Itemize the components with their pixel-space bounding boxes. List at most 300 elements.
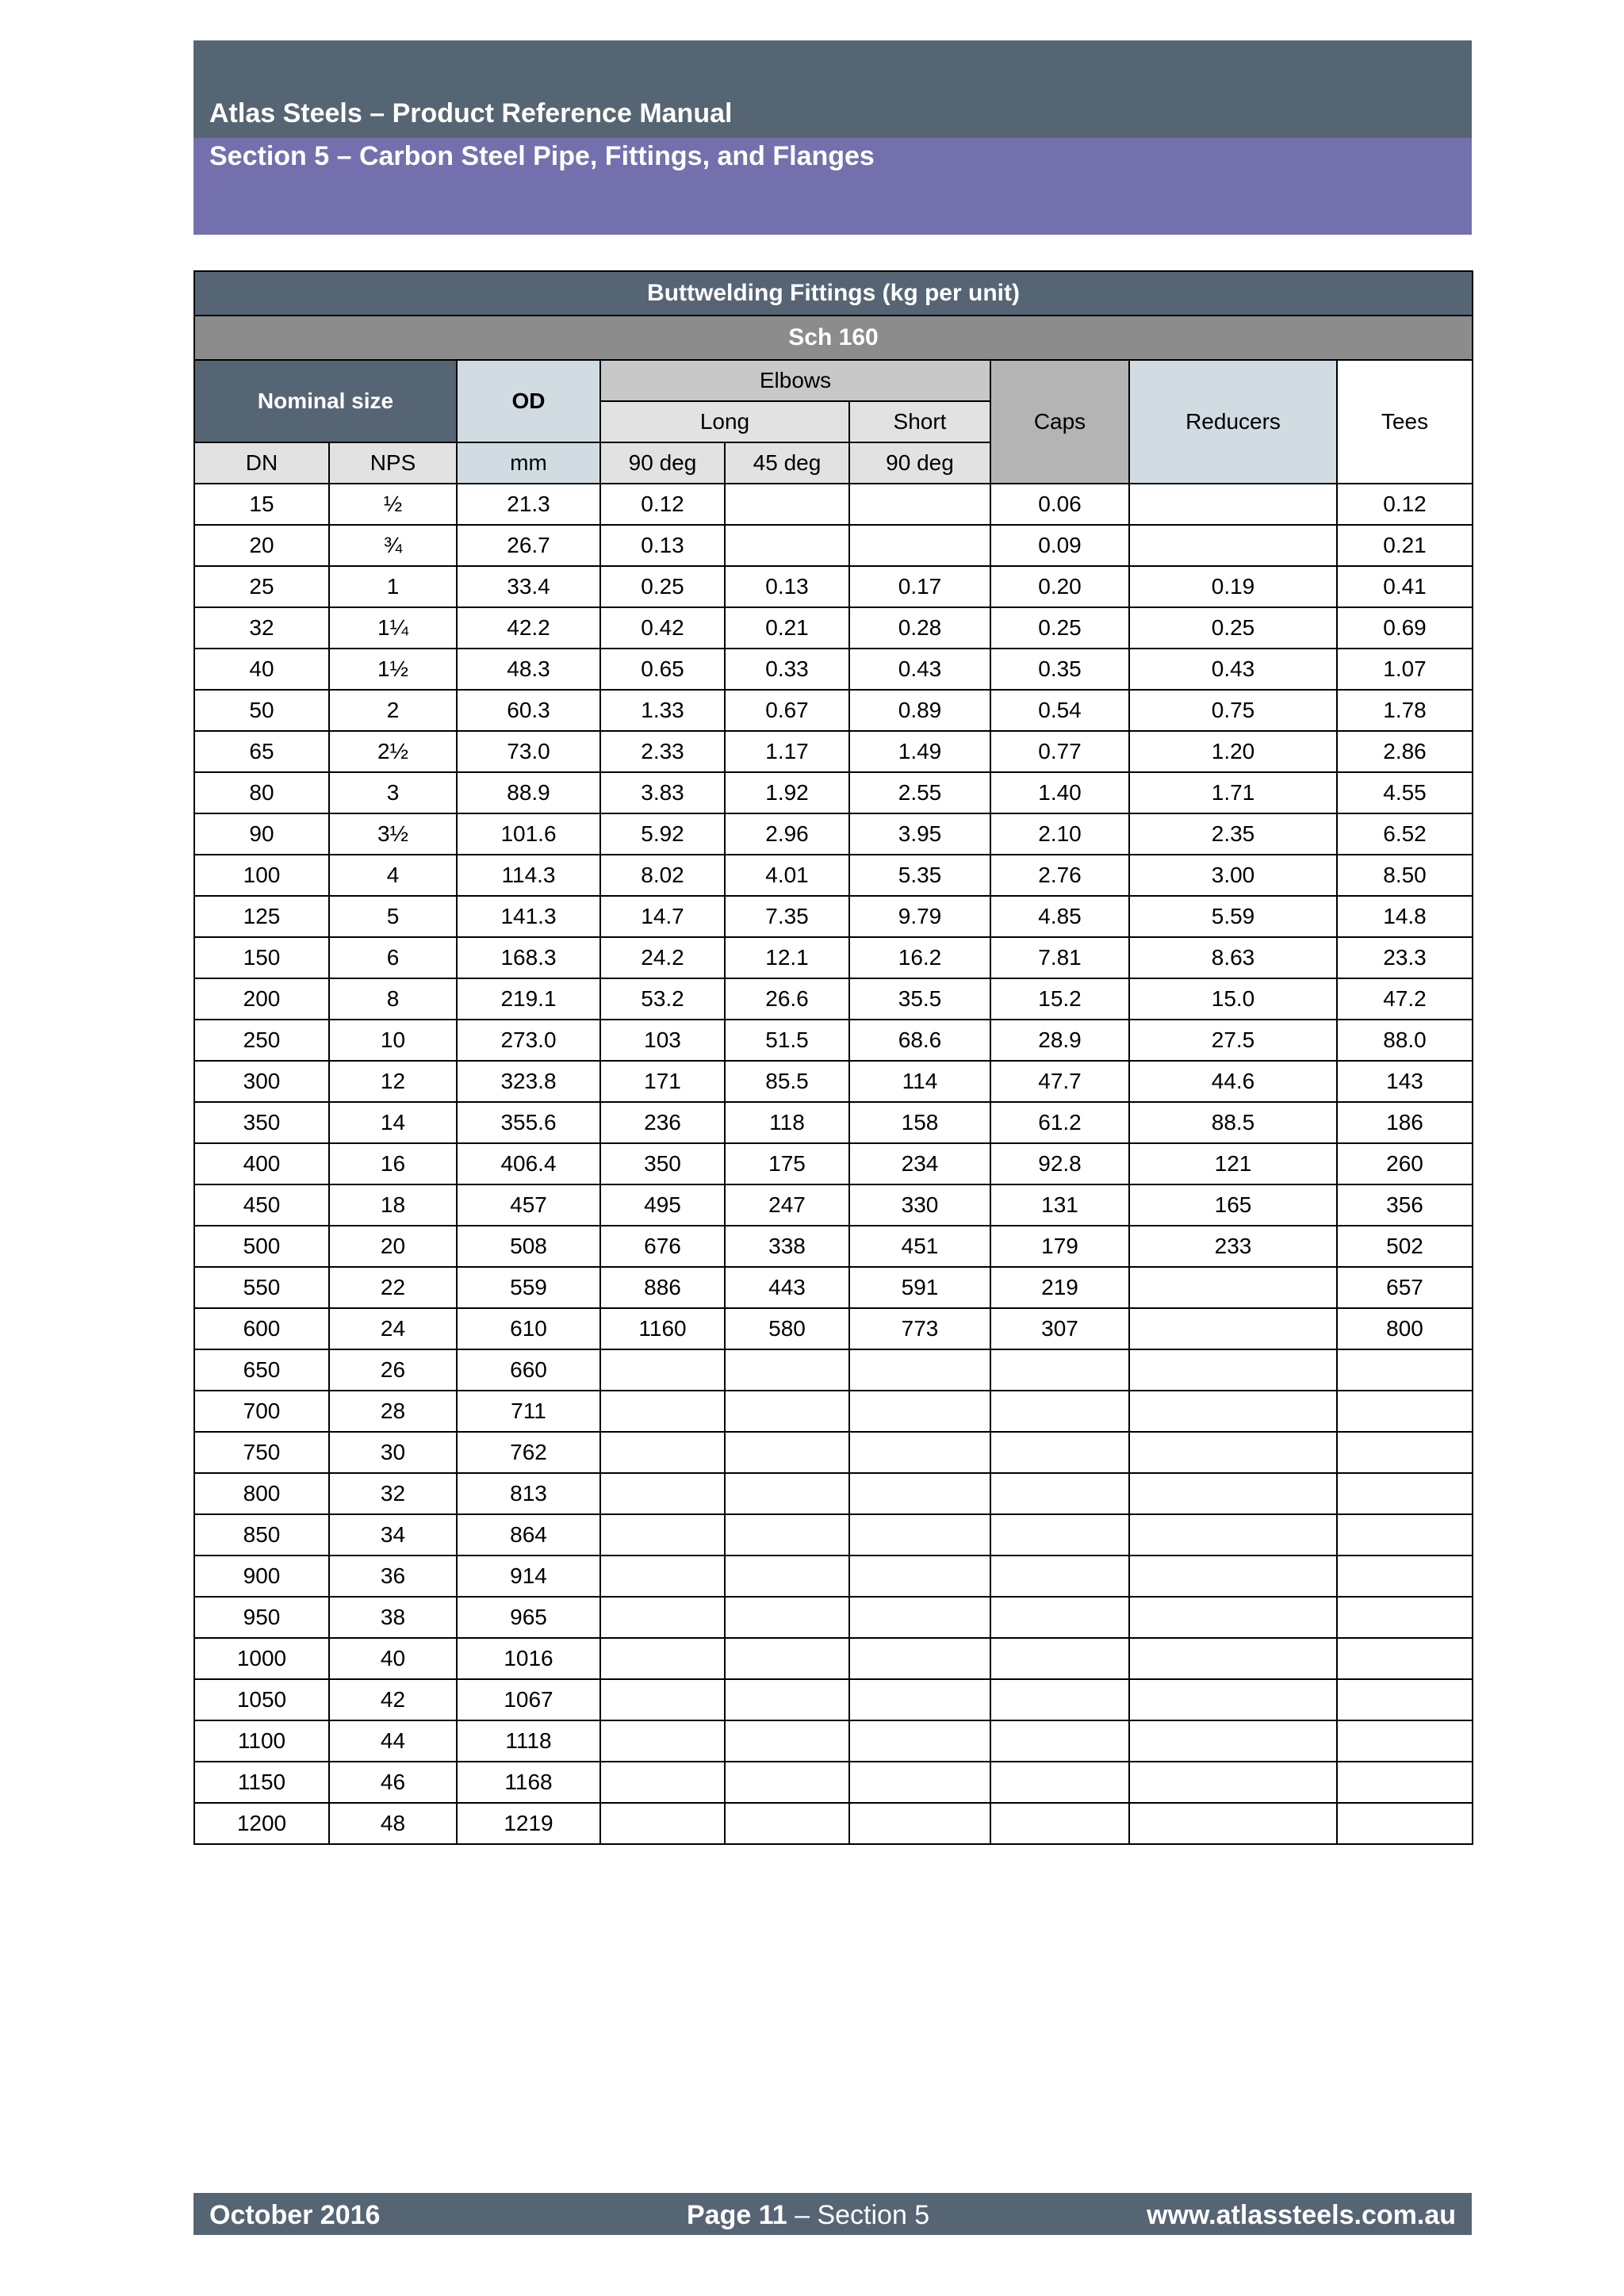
cell-reducers bbox=[1129, 1556, 1337, 1597]
footer-date: October 2016 bbox=[209, 2200, 381, 2230]
cell-caps: 0.20 bbox=[990, 566, 1129, 607]
cell-dn: 250 bbox=[194, 1020, 329, 1061]
cell-od: 168.3 bbox=[457, 937, 600, 978]
cell-long-90-deg bbox=[600, 1514, 725, 1556]
cell-long-90-deg bbox=[600, 1803, 725, 1844]
cell-reducers bbox=[1129, 1597, 1337, 1638]
cell-long-45-deg bbox=[725, 1803, 849, 1844]
cell-short-90-deg bbox=[849, 1391, 990, 1432]
cell-caps bbox=[990, 1762, 1129, 1803]
cell-dn: 600 bbox=[194, 1308, 329, 1349]
cell-long-45-deg bbox=[725, 1391, 849, 1432]
page-header bbox=[193, 40, 1472, 235]
cell-caps: 47.7 bbox=[990, 1061, 1129, 1102]
cell-long-45-deg: 2.96 bbox=[725, 813, 849, 855]
cell-reducers bbox=[1129, 1349, 1337, 1391]
cell-caps bbox=[990, 1597, 1129, 1638]
cell-nps: 5 bbox=[329, 896, 457, 937]
cell-od: 1168 bbox=[457, 1762, 600, 1803]
cell-long-45-deg bbox=[725, 1432, 849, 1473]
cell-short-90-deg bbox=[849, 1473, 990, 1514]
table-row bbox=[194, 1308, 1473, 1349]
cell-reducers: 27.5 bbox=[1129, 1020, 1337, 1061]
cell-tees: 0.69 bbox=[1337, 607, 1473, 649]
cell-caps bbox=[990, 1514, 1129, 1556]
cell-nps: 2 bbox=[329, 690, 457, 731]
cell-reducers bbox=[1129, 1803, 1337, 1844]
cell-od: 273.0 bbox=[457, 1020, 600, 1061]
cell-reducers bbox=[1129, 1473, 1337, 1514]
cell-caps: 1.40 bbox=[990, 772, 1129, 813]
header-nps: NPS bbox=[329, 442, 457, 484]
table-row bbox=[194, 1143, 1473, 1184]
cell-reducers bbox=[1129, 1762, 1337, 1803]
cell-long-90-deg: 2.33 bbox=[600, 731, 725, 772]
manual-title: Atlas Steels – Product Reference Manual bbox=[209, 98, 733, 128]
cell-caps: 92.8 bbox=[990, 1143, 1129, 1184]
cell-dn: 300 bbox=[194, 1061, 329, 1102]
cell-dn: 650 bbox=[194, 1349, 329, 1391]
cell-tees: 2.86 bbox=[1337, 731, 1473, 772]
cell-tees: 1.07 bbox=[1337, 649, 1473, 690]
cell-dn: 750 bbox=[194, 1432, 329, 1473]
cell-long-45-deg: 85.5 bbox=[725, 1061, 849, 1102]
cell-dn: 550 bbox=[194, 1267, 329, 1308]
cell-dn: 850 bbox=[194, 1514, 329, 1556]
cell-long-90-deg: 8.02 bbox=[600, 855, 725, 896]
cell-tees: 47.2 bbox=[1337, 978, 1473, 1020]
cell-reducers: 44.6 bbox=[1129, 1061, 1337, 1102]
cell-od: 1118 bbox=[457, 1720, 600, 1762]
table-row bbox=[194, 896, 1473, 937]
cell-long-45-deg bbox=[725, 1597, 849, 1638]
cell-od: 914 bbox=[457, 1556, 600, 1597]
cell-caps bbox=[990, 1638, 1129, 1679]
cell-reducers: 5.59 bbox=[1129, 896, 1337, 937]
cell-long-90-deg: 676 bbox=[600, 1226, 725, 1267]
table-row bbox=[194, 566, 1473, 607]
table-row bbox=[194, 607, 1473, 649]
cell-tees: 8.50 bbox=[1337, 855, 1473, 896]
table-row bbox=[194, 649, 1473, 690]
cell-caps bbox=[990, 1349, 1129, 1391]
cell-reducers: 88.5 bbox=[1129, 1102, 1337, 1143]
cell-caps bbox=[990, 1432, 1129, 1473]
cell-od: 1067 bbox=[457, 1679, 600, 1720]
cell-od: 762 bbox=[457, 1432, 600, 1473]
table-row bbox=[194, 1267, 1473, 1308]
cell-dn: 80 bbox=[194, 772, 329, 813]
cell-long-45-deg bbox=[725, 484, 849, 525]
cell-short-90-deg: 114 bbox=[849, 1061, 990, 1102]
cell-dn: 40 bbox=[194, 649, 329, 690]
cell-nps: 22 bbox=[329, 1267, 457, 1308]
header-caps: Caps bbox=[990, 360, 1129, 484]
cell-short-90-deg: 5.35 bbox=[849, 855, 990, 896]
cell-dn: 65 bbox=[194, 731, 329, 772]
cell-caps: 2.10 bbox=[990, 813, 1129, 855]
cell-tees bbox=[1337, 1473, 1473, 1514]
cell-long-90-deg: 495 bbox=[600, 1184, 725, 1226]
cell-caps: 0.35 bbox=[990, 649, 1129, 690]
cell-caps: 131 bbox=[990, 1184, 1129, 1226]
cell-short-90-deg bbox=[849, 1679, 990, 1720]
cell-od: 610 bbox=[457, 1308, 600, 1349]
cell-short-90-deg bbox=[849, 1762, 990, 1803]
cell-long-45-deg: 26.6 bbox=[725, 978, 849, 1020]
cell-tees: 0.21 bbox=[1337, 525, 1473, 566]
cell-reducers: 8.63 bbox=[1129, 937, 1337, 978]
table-row bbox=[194, 1720, 1473, 1762]
cell-od: 406.4 bbox=[457, 1143, 600, 1184]
cell-od: 42.2 bbox=[457, 607, 600, 649]
cell-nps: 16 bbox=[329, 1143, 457, 1184]
cell-long-90-deg: 171 bbox=[600, 1061, 725, 1102]
cell-nps: 32 bbox=[329, 1473, 457, 1514]
cell-long-90-deg bbox=[600, 1638, 725, 1679]
cell-dn: 700 bbox=[194, 1391, 329, 1432]
cell-dn: 32 bbox=[194, 607, 329, 649]
cell-dn: 20 bbox=[194, 525, 329, 566]
cell-dn: 90 bbox=[194, 813, 329, 855]
cell-long-45-deg: 443 bbox=[725, 1267, 849, 1308]
cell-od: 33.4 bbox=[457, 566, 600, 607]
cell-tees bbox=[1337, 1679, 1473, 1720]
table-row bbox=[194, 1556, 1473, 1597]
cell-reducers bbox=[1129, 1720, 1337, 1762]
cell-caps: 15.2 bbox=[990, 978, 1129, 1020]
table-row bbox=[194, 1762, 1473, 1803]
cell-dn: 1050 bbox=[194, 1679, 329, 1720]
cell-tees: 4.55 bbox=[1337, 772, 1473, 813]
table-row bbox=[194, 1349, 1473, 1391]
header-long-45-deg: 45 deg bbox=[725, 442, 849, 484]
header-mm: mm bbox=[457, 442, 600, 484]
cell-tees: 800 bbox=[1337, 1308, 1473, 1349]
table-row bbox=[194, 1102, 1473, 1143]
cell-reducers: 3.00 bbox=[1129, 855, 1337, 896]
cell-long-45-deg bbox=[725, 1473, 849, 1514]
cell-short-90-deg: 1.49 bbox=[849, 731, 990, 772]
cell-long-45-deg: 1.17 bbox=[725, 731, 849, 772]
cell-long-90-deg bbox=[600, 1597, 725, 1638]
header-long-90-deg: 90 deg bbox=[600, 442, 725, 484]
cell-reducers bbox=[1129, 1267, 1337, 1308]
cell-long-45-deg: 0.13 bbox=[725, 566, 849, 607]
cell-long-45-deg: 175 bbox=[725, 1143, 849, 1184]
cell-short-90-deg bbox=[849, 1803, 990, 1844]
cell-dn: 50 bbox=[194, 690, 329, 731]
cell-reducers: 0.75 bbox=[1129, 690, 1337, 731]
cell-caps: 219 bbox=[990, 1267, 1129, 1308]
cell-reducers: 121 bbox=[1129, 1143, 1337, 1184]
cell-long-90-deg: 886 bbox=[600, 1267, 725, 1308]
cell-dn: 1200 bbox=[194, 1803, 329, 1844]
cell-caps bbox=[990, 1473, 1129, 1514]
cell-caps: 0.54 bbox=[990, 690, 1129, 731]
cell-reducers: 0.43 bbox=[1129, 649, 1337, 690]
cell-od: 711 bbox=[457, 1391, 600, 1432]
cell-dn: 450 bbox=[194, 1184, 329, 1226]
cell-reducers: 0.25 bbox=[1129, 607, 1337, 649]
cell-tees: 502 bbox=[1337, 1226, 1473, 1267]
cell-nps: 1 bbox=[329, 566, 457, 607]
cell-long-90-deg: 236 bbox=[600, 1102, 725, 1143]
table-row bbox=[194, 1679, 1473, 1720]
cell-short-90-deg: 330 bbox=[849, 1184, 990, 1226]
cell-od: 21.3 bbox=[457, 484, 600, 525]
page-footer bbox=[193, 2193, 1472, 2235]
cell-long-45-deg: 4.01 bbox=[725, 855, 849, 896]
cell-nps: 4 bbox=[329, 855, 457, 896]
cell-tees: 260 bbox=[1337, 1143, 1473, 1184]
header-short: Short bbox=[849, 401, 990, 442]
cell-short-90-deg: 451 bbox=[849, 1226, 990, 1267]
cell-short-90-deg: 35.5 bbox=[849, 978, 990, 1020]
cell-long-45-deg: 118 bbox=[725, 1102, 849, 1143]
cell-od: 355.6 bbox=[457, 1102, 600, 1143]
table-row bbox=[194, 690, 1473, 731]
cell-long-45-deg: 1.92 bbox=[725, 772, 849, 813]
cell-tees bbox=[1337, 1638, 1473, 1679]
cell-dn: 500 bbox=[194, 1226, 329, 1267]
cell-reducers: 1.20 bbox=[1129, 731, 1337, 772]
cell-long-45-deg: 0.67 bbox=[725, 690, 849, 731]
cell-short-90-deg: 591 bbox=[849, 1267, 990, 1308]
cell-nps: 28 bbox=[329, 1391, 457, 1432]
cell-long-90-deg: 1160 bbox=[600, 1308, 725, 1349]
cell-nps: 18 bbox=[329, 1184, 457, 1226]
cell-long-90-deg: 103 bbox=[600, 1020, 725, 1061]
cell-caps: 28.9 bbox=[990, 1020, 1129, 1061]
cell-od: 60.3 bbox=[457, 690, 600, 731]
cell-long-45-deg: 0.21 bbox=[725, 607, 849, 649]
cell-od: 457 bbox=[457, 1184, 600, 1226]
cell-nps: 44 bbox=[329, 1720, 457, 1762]
cell-caps bbox=[990, 1803, 1129, 1844]
cell-dn: 15 bbox=[194, 484, 329, 525]
cell-tees: 0.41 bbox=[1337, 566, 1473, 607]
cell-short-90-deg: 2.55 bbox=[849, 772, 990, 813]
cell-short-90-deg bbox=[849, 1349, 990, 1391]
table-row bbox=[194, 525, 1473, 566]
cell-tees: 88.0 bbox=[1337, 1020, 1473, 1061]
cell-tees bbox=[1337, 1720, 1473, 1762]
cell-od: 660 bbox=[457, 1349, 600, 1391]
cell-tees: 1.78 bbox=[1337, 690, 1473, 731]
cell-dn: 1000 bbox=[194, 1638, 329, 1679]
cell-short-90-deg: 0.17 bbox=[849, 566, 990, 607]
cell-short-90-deg: 773 bbox=[849, 1308, 990, 1349]
cell-reducers: 165 bbox=[1129, 1184, 1337, 1226]
cell-short-90-deg bbox=[849, 1514, 990, 1556]
cell-reducers bbox=[1129, 1638, 1337, 1679]
footer-page-number: Page 11 bbox=[687, 2200, 787, 2230]
cell-long-45-deg bbox=[725, 1514, 849, 1556]
cell-dn: 200 bbox=[194, 978, 329, 1020]
table-row bbox=[194, 1391, 1473, 1432]
cell-tees bbox=[1337, 1514, 1473, 1556]
cell-tees bbox=[1337, 1803, 1473, 1844]
cell-long-45-deg: 0.33 bbox=[725, 649, 849, 690]
cell-nps: 8 bbox=[329, 978, 457, 1020]
table-row bbox=[194, 1638, 1473, 1679]
cell-long-90-deg bbox=[600, 1349, 725, 1391]
header-tees: Tees bbox=[1337, 360, 1473, 484]
header-od: OD bbox=[457, 360, 600, 442]
cell-tees bbox=[1337, 1349, 1473, 1391]
cell-caps: 179 bbox=[990, 1226, 1129, 1267]
buttwelding-fittings-table bbox=[193, 270, 1473, 1845]
cell-nps: ¾ bbox=[329, 525, 457, 566]
cell-od: 1219 bbox=[457, 1803, 600, 1844]
cell-caps: 0.25 bbox=[990, 607, 1129, 649]
cell-short-90-deg bbox=[849, 525, 990, 566]
table-row bbox=[194, 855, 1473, 896]
cell-od: 813 bbox=[457, 1473, 600, 1514]
cell-long-45-deg: 247 bbox=[725, 1184, 849, 1226]
cell-long-90-deg bbox=[600, 1473, 725, 1514]
cell-dn: 125 bbox=[194, 896, 329, 937]
cell-long-90-deg: 5.92 bbox=[600, 813, 725, 855]
cell-long-90-deg: 0.65 bbox=[600, 649, 725, 690]
cell-od: 559 bbox=[457, 1267, 600, 1308]
cell-reducers: 0.19 bbox=[1129, 566, 1337, 607]
cell-long-45-deg bbox=[725, 1720, 849, 1762]
cell-short-90-deg: 0.28 bbox=[849, 607, 990, 649]
cell-long-45-deg: 51.5 bbox=[725, 1020, 849, 1061]
cell-long-90-deg: 0.25 bbox=[600, 566, 725, 607]
cell-long-90-deg bbox=[600, 1679, 725, 1720]
cell-long-45-deg bbox=[725, 1762, 849, 1803]
cell-od: 141.3 bbox=[457, 896, 600, 937]
cell-od: 73.0 bbox=[457, 731, 600, 772]
cell-od: 101.6 bbox=[457, 813, 600, 855]
cell-reducers bbox=[1129, 484, 1337, 525]
cell-caps: 0.06 bbox=[990, 484, 1129, 525]
cell-nps: 30 bbox=[329, 1432, 457, 1473]
cell-caps: 7.81 bbox=[990, 937, 1129, 978]
cell-short-90-deg: 68.6 bbox=[849, 1020, 990, 1061]
cell-long-45-deg bbox=[725, 525, 849, 566]
cell-tees bbox=[1337, 1762, 1473, 1803]
cell-nps: 40 bbox=[329, 1638, 457, 1679]
cell-od: 864 bbox=[457, 1514, 600, 1556]
cell-od: 219.1 bbox=[457, 978, 600, 1020]
cell-long-45-deg bbox=[725, 1349, 849, 1391]
cell-caps: 307 bbox=[990, 1308, 1129, 1349]
cell-caps: 2.76 bbox=[990, 855, 1129, 896]
cell-tees bbox=[1337, 1391, 1473, 1432]
cell-long-45-deg: 7.35 bbox=[725, 896, 849, 937]
cell-tees bbox=[1337, 1432, 1473, 1473]
cell-short-90-deg: 16.2 bbox=[849, 937, 990, 978]
cell-nps: 6 bbox=[329, 937, 457, 978]
cell-tees: 356 bbox=[1337, 1184, 1473, 1226]
cell-reducers: 2.35 bbox=[1129, 813, 1337, 855]
cell-nps: 1½ bbox=[329, 649, 457, 690]
cell-caps: 0.77 bbox=[990, 731, 1129, 772]
table-row bbox=[194, 731, 1473, 772]
table-title: Buttwelding Fittings (kg per unit) bbox=[194, 271, 1473, 316]
cell-long-90-deg bbox=[600, 1762, 725, 1803]
cell-reducers: 15.0 bbox=[1129, 978, 1337, 1020]
table-row bbox=[194, 937, 1473, 978]
cell-long-90-deg: 1.33 bbox=[600, 690, 725, 731]
cell-nps: 26 bbox=[329, 1349, 457, 1391]
cell-tees: 23.3 bbox=[1337, 937, 1473, 978]
cell-od: 88.9 bbox=[457, 772, 600, 813]
cell-nps: 10 bbox=[329, 1020, 457, 1061]
cell-long-45-deg: 12.1 bbox=[725, 937, 849, 978]
cell-long-90-deg: 14.7 bbox=[600, 896, 725, 937]
cell-long-45-deg: 338 bbox=[725, 1226, 849, 1267]
cell-long-90-deg: 0.13 bbox=[600, 525, 725, 566]
cell-tees: 186 bbox=[1337, 1102, 1473, 1143]
header-dn: DN bbox=[194, 442, 329, 484]
section-title: Section 5 – Carbon Steel Pipe, Fittings, and Flanges bbox=[209, 141, 875, 171]
cell-long-90-deg: 0.42 bbox=[600, 607, 725, 649]
cell-dn: 400 bbox=[194, 1143, 329, 1184]
table-row bbox=[194, 1020, 1473, 1061]
cell-nps: 14 bbox=[329, 1102, 457, 1143]
cell-short-90-deg bbox=[849, 484, 990, 525]
cell-nps: 46 bbox=[329, 1762, 457, 1803]
cell-tees: 14.8 bbox=[1337, 896, 1473, 937]
cell-caps bbox=[990, 1391, 1129, 1432]
cell-long-90-deg: 3.83 bbox=[600, 772, 725, 813]
cell-dn: 800 bbox=[194, 1473, 329, 1514]
cell-reducers bbox=[1129, 1679, 1337, 1720]
cell-short-90-deg: 158 bbox=[849, 1102, 990, 1143]
cell-reducers: 233 bbox=[1129, 1226, 1337, 1267]
cell-caps bbox=[990, 1720, 1129, 1762]
cell-nps: 12 bbox=[329, 1061, 457, 1102]
cell-caps bbox=[990, 1679, 1129, 1720]
footer-page-info bbox=[687, 2200, 929, 2231]
cell-long-90-deg bbox=[600, 1391, 725, 1432]
footer-website: www.atlassteels.com.au bbox=[1147, 2200, 1456, 2230]
cell-caps bbox=[990, 1556, 1129, 1597]
cell-nps: 36 bbox=[329, 1556, 457, 1597]
cell-short-90-deg bbox=[849, 1597, 990, 1638]
cell-long-90-deg: 0.12 bbox=[600, 484, 725, 525]
cell-long-45-deg bbox=[725, 1679, 849, 1720]
cell-dn: 900 bbox=[194, 1556, 329, 1597]
cell-od: 48.3 bbox=[457, 649, 600, 690]
cell-nps: 34 bbox=[329, 1514, 457, 1556]
cell-nps: 2½ bbox=[329, 731, 457, 772]
cell-dn: 25 bbox=[194, 566, 329, 607]
cell-dn: 950 bbox=[194, 1597, 329, 1638]
header-long: Long bbox=[600, 401, 849, 442]
schedule-label: Sch 160 bbox=[194, 316, 1473, 360]
cell-nps: 1¼ bbox=[329, 607, 457, 649]
cell-od: 1016 bbox=[457, 1638, 600, 1679]
cell-tees bbox=[1337, 1597, 1473, 1638]
footer-section: – Section 5 bbox=[787, 2200, 930, 2230]
cell-tees: 657 bbox=[1337, 1267, 1473, 1308]
cell-reducers bbox=[1129, 1514, 1337, 1556]
cell-long-90-deg bbox=[600, 1432, 725, 1473]
table-row bbox=[194, 772, 1473, 813]
table-row bbox=[194, 1514, 1473, 1556]
cell-short-90-deg bbox=[849, 1432, 990, 1473]
cell-dn: 100 bbox=[194, 855, 329, 896]
cell-short-90-deg bbox=[849, 1638, 990, 1679]
cell-long-45-deg bbox=[725, 1556, 849, 1597]
table-row bbox=[194, 1432, 1473, 1473]
